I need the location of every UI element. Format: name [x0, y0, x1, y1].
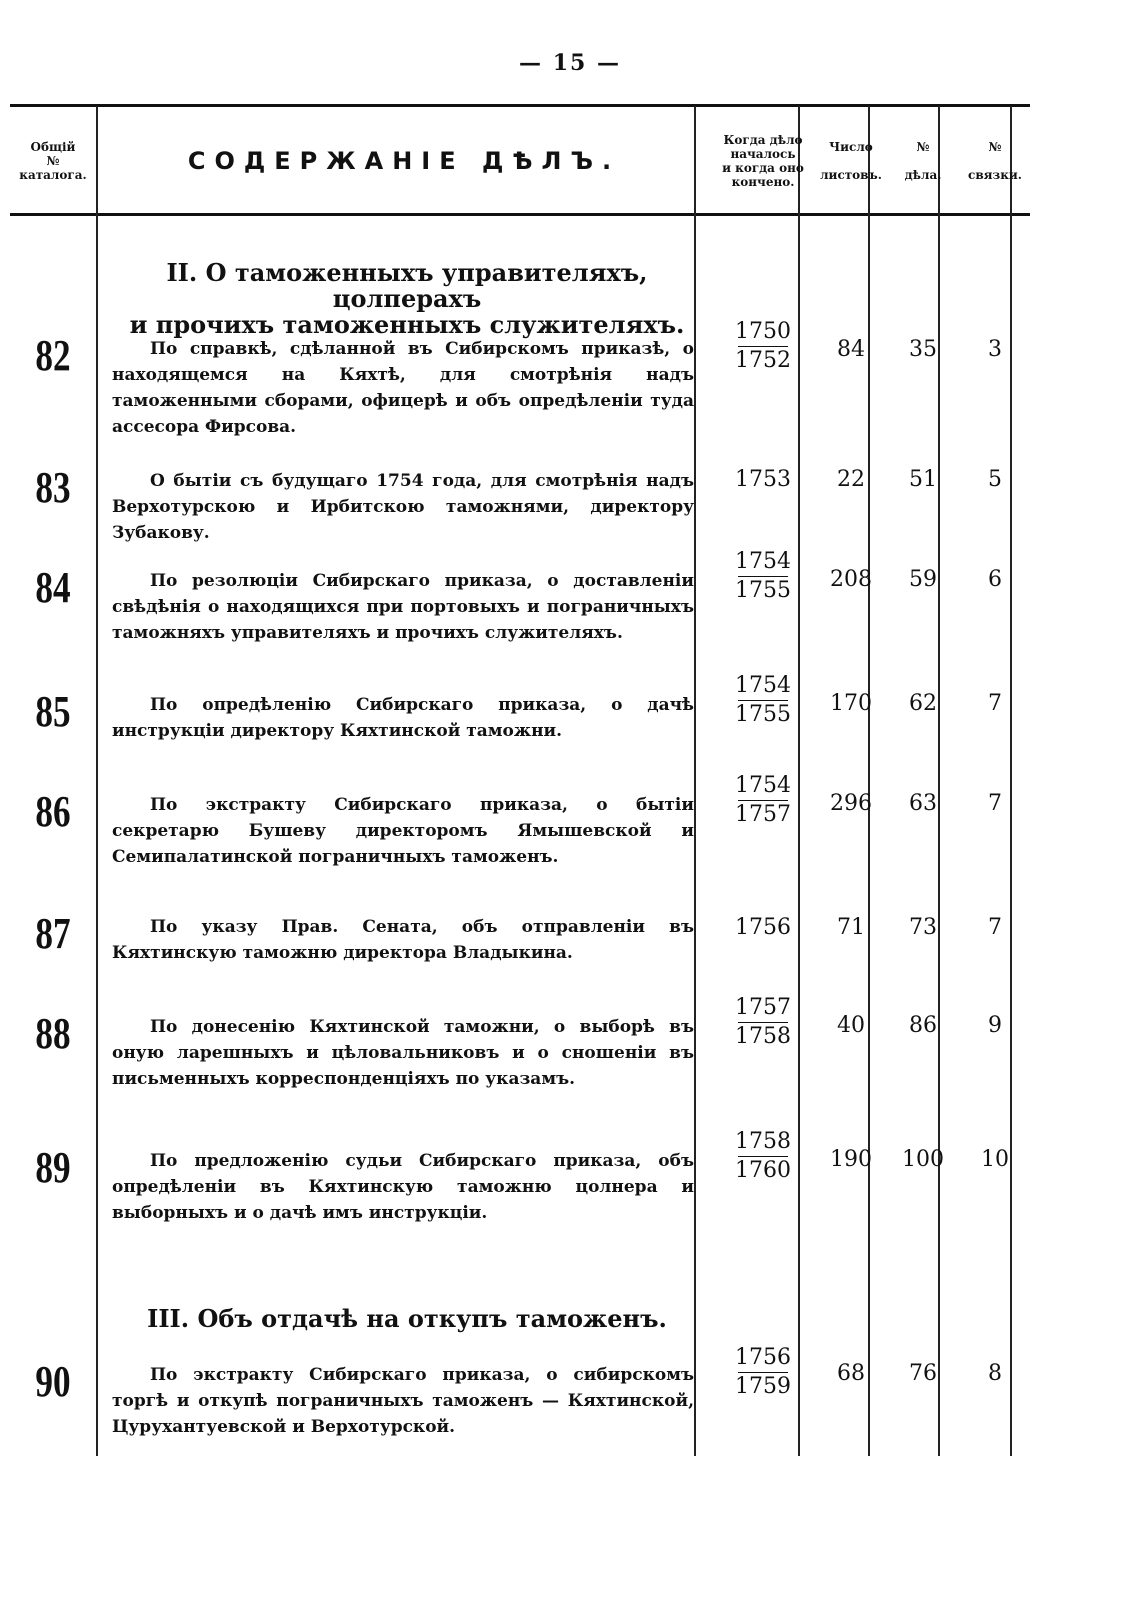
- entry-years: 1754 1755: [735, 673, 791, 727]
- entry-years: 1754 1757: [735, 773, 791, 827]
- entry-description: По экстракту Сибирскаго приказа, о бытіи секретарю Бушеву директоромъ Ямышевской и Семипалатинской пограничныхъ таможенъ.: [112, 795, 694, 867]
- catalog-number: 89: [35, 1143, 71, 1192]
- case-number: 86: [909, 1013, 937, 1038]
- entry-years: 1750 1752: [735, 319, 791, 373]
- sheets-count: 84: [837, 337, 865, 362]
- sheets-count: 22: [837, 467, 865, 492]
- case-number: 51: [909, 467, 937, 492]
- catalog-number: 87: [35, 909, 71, 958]
- column-divider: [1010, 106, 1012, 1456]
- sheets-count: 68: [837, 1361, 865, 1386]
- catalog-number: 83: [35, 463, 71, 512]
- sheets-count: 296: [830, 791, 872, 816]
- entry-years: 1753: [735, 467, 791, 492]
- sheets-count: 71: [837, 915, 865, 940]
- entry-description: По предложенію судьи Сибирскаго приказа, объ опредѣленіи въ Кяхтинскую таможню цолнера и выборныхъ и о дачѣ имъ инструкціи.: [112, 1151, 694, 1223]
- bundle-number: 6: [988, 567, 1002, 592]
- entry-years: 1756 1759: [735, 1345, 791, 1399]
- bundle-number: 7: [988, 691, 1002, 716]
- catalog-number: 85: [35, 687, 71, 736]
- sheets-count: 40: [837, 1013, 865, 1038]
- entry-description: По экстракту Сибирскаго приказа, о сибирскомъ торгѣ и откупѣ пограничныхъ таможенъ — Кяхтинской, Цурухантуевской и Верхотурской.: [112, 1365, 694, 1437]
- header-rule: [10, 213, 1030, 216]
- catalog-number: 82: [35, 331, 71, 380]
- case-number: 59: [909, 567, 937, 592]
- sheets-count: 170: [830, 691, 872, 716]
- sheets-count: 208: [830, 567, 872, 592]
- sheets-count: 190: [830, 1147, 872, 1172]
- catalog-number: 86: [35, 787, 71, 836]
- bundle-number: 9: [988, 1013, 1002, 1038]
- section-heading: II. О таможенныхъ управителяхъ, цолперахъ и прочихъ таможенныхъ служителяхъ.: [129, 258, 685, 339]
- entry-years: 1758 1760: [735, 1129, 791, 1183]
- column-divider: [868, 106, 870, 1456]
- header-catalog: Общій № каталога.: [19, 140, 87, 182]
- bundle-number: 5: [988, 467, 1002, 492]
- entry-description: По справкѣ, сдѣланной въ Сибирскомъ приказѣ, о находящемся на Кяхтѣ, для смотрѣнія надъ таможенными сборами, офицерѣ и объ опредѣленіи туда ассесора Фирсова.: [112, 339, 694, 437]
- column-divider: [938, 106, 940, 1456]
- header-years: Когда дѣло началось и когда оно кончено.: [722, 133, 804, 189]
- entry-description: По донесенію Кяхтинской таможни, о выборѣ въ оную ларешныхъ и цѣловальниковъ и о сношеніи въ письменныхъ корреспонденціяхъ по указамъ.: [112, 1017, 694, 1089]
- entry-description: По указу Прав. Сената, объ отправленіи въ Кяхтинскую таможню директора Владыкина.: [112, 917, 694, 963]
- top-rule: [10, 104, 1030, 107]
- section-heading: III. Объ отдачѣ на откупъ таможенъ.: [147, 1304, 667, 1333]
- bundle-number: 8: [988, 1361, 1002, 1386]
- entry-years: 1756: [735, 915, 791, 940]
- entry-description: О бытіи съ будущаго 1754 года, для смотрѣнія надъ Верхотурскою и Ирбитскою таможнями, директору Зубакову.: [112, 471, 694, 543]
- bundle-number: 7: [988, 791, 1002, 816]
- case-number: 100: [902, 1147, 944, 1172]
- bundle-number: 7: [988, 915, 1002, 940]
- entry-years: 1754 1755: [735, 549, 791, 603]
- page-number: — 15 —: [519, 50, 621, 76]
- bundle-number: 10: [981, 1147, 1009, 1172]
- catalog-number: 84: [35, 563, 71, 612]
- header-bundle: № связки.: [968, 140, 1022, 182]
- case-number: 73: [909, 915, 937, 940]
- column-divider: [96, 106, 98, 1456]
- case-number: 62: [909, 691, 937, 716]
- case-number: 63: [909, 791, 937, 816]
- entry-description: По опредѣленію Сибирскаго приказа, о дачѣ инструкціи директору Кяхтинской таможни.: [112, 695, 694, 741]
- entry-years: 1757 1758: [735, 995, 791, 1049]
- bundle-number: 3: [988, 337, 1002, 362]
- catalog-number: 90: [35, 1357, 71, 1406]
- entry-description: По резолюціи Сибирскаго приказа, о доставленіи свѣдѣнія о находящихся при портовыхъ и пограничныхъ таможняхъ управителяхъ и прочихъ служителяхъ.: [112, 571, 694, 643]
- case-number: 35: [909, 337, 937, 362]
- header-title: СОДЕРЖАНІЕ ДѢЛЪ.: [187, 147, 621, 175]
- header-case: № дѣла.: [904, 140, 942, 182]
- header-sheets: Число листовъ.: [820, 140, 882, 182]
- case-number: 76: [909, 1361, 937, 1386]
- catalog-number: 88: [35, 1009, 71, 1058]
